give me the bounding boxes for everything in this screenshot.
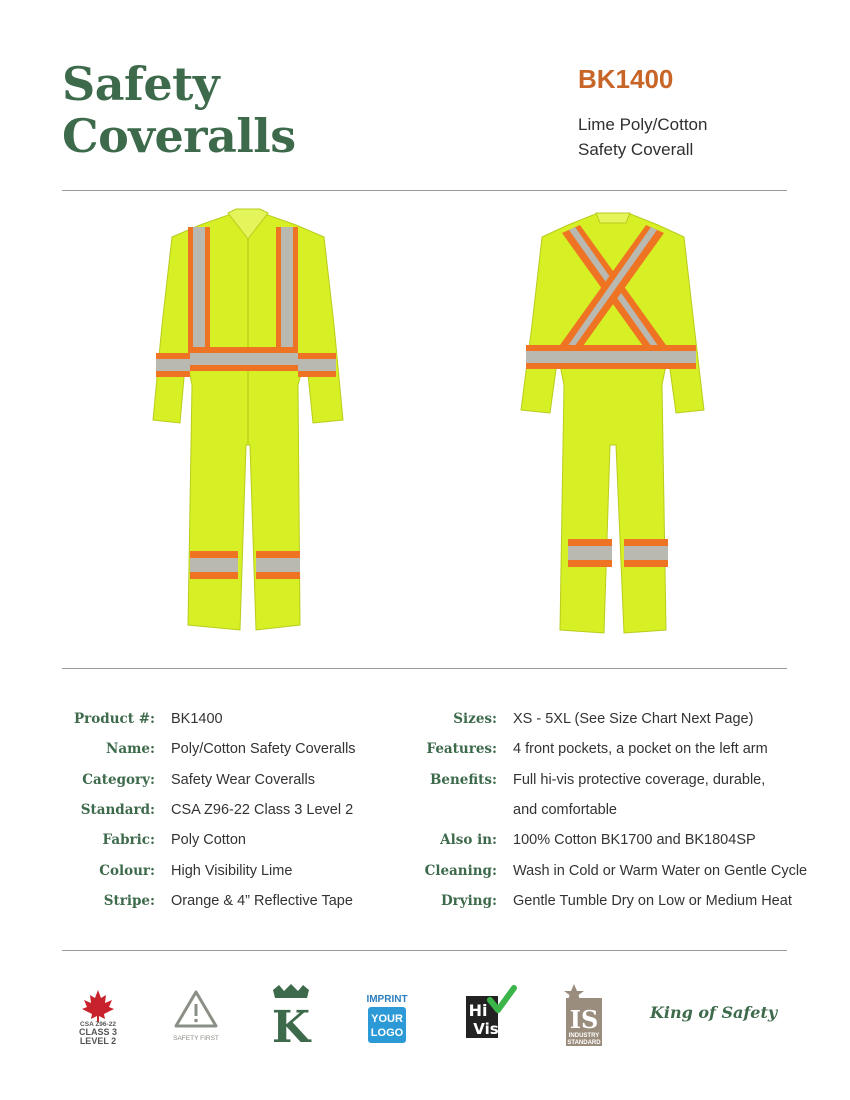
industry-standard-badge-icon <box>560 982 608 1048</box>
spec-value: Poly Cotton <box>171 832 246 849</box>
imprint-your-logo-icon <box>365 982 409 1048</box>
spec-value: Wash in Cold or Warm Water on Gentle Cycle <box>513 862 808 879</box>
is-line-1: INDUSTRY <box>568 1033 600 1039</box>
spec-label: Cleaning: <box>424 862 497 879</box>
subtitle-line-1: Lime Poly/Cotton <box>578 115 708 134</box>
specs-right <box>393 704 807 916</box>
spec-label: Benefits: <box>429 771 497 788</box>
spec-value: High Visibility Lime <box>171 862 293 879</box>
spec-value: 4 front pockets, a pocket on the left arm <box>513 741 768 758</box>
k-crown-logo-icon <box>270 982 312 1048</box>
spec-row-cleaning <box>393 855 807 885</box>
spec-value: 100% Cotton BK1700 and BK1804SP <box>513 832 756 849</box>
spec-row-fabric <box>62 825 356 855</box>
csa-line-2: CLASS 3 <box>78 1027 118 1037</box>
spec-value: Gentle Tumble Dry on Low or Medium Heat <box>513 892 792 909</box>
spec-row-standard <box>62 795 356 825</box>
spec-row-drying <box>393 886 807 916</box>
spec-row-benefits <box>393 765 807 795</box>
spec-value: Safety Wear Coveralls <box>171 771 315 788</box>
divider-top <box>62 190 787 191</box>
spec-row-category <box>62 765 356 795</box>
spec-value: XS - 5XL (See Size Chart Next Page) <box>513 711 754 728</box>
spec-value: Poly/Cotton Safety Coveralls <box>171 741 356 758</box>
hivis-line-1: Hi <box>468 1001 488 1020</box>
product-subtitle <box>578 112 798 162</box>
spec-label: Features: <box>426 741 497 758</box>
spec-row-product <box>62 704 356 734</box>
spec-row-stripe <box>62 886 356 916</box>
k-letter: K <box>271 1002 311 1048</box>
spec-label: Colour: <box>99 862 155 879</box>
spec-label: Category: <box>82 771 155 788</box>
csa-line-3: LEVEL 2 <box>79 1036 117 1046</box>
imprint-line-1: IMPRINT <box>366 994 408 1005</box>
spec-label: Also in: <box>440 832 497 849</box>
spec-row-colour <box>62 855 356 885</box>
spec-value: and comfortable <box>513 802 617 819</box>
page-title <box>62 58 296 162</box>
safety-first-warning-icon <box>170 982 222 1048</box>
king-of-safety-logo: King of Safety <box>650 1003 778 1022</box>
csa-line-1: CSA Z96-22 <box>80 1021 116 1028</box>
subtitle-line-2: Safety Coverall <box>578 140 694 159</box>
spec-label: Product #: <box>74 711 155 728</box>
spec-value: Orange & 4” Reflective Tape <box>171 892 353 909</box>
imprint-line-2: YOUR <box>371 1013 403 1025</box>
csa-maple-leaf-icon <box>70 982 126 1048</box>
spec-row-benefits-cont <box>393 795 807 825</box>
imprint-line-3: LOGO <box>370 1027 404 1039</box>
safety-first-caption: SAFETY FIRST <box>173 1035 219 1042</box>
is-line-2: STANDARD <box>567 1040 601 1046</box>
divider-middle <box>62 668 787 669</box>
spec-value: Full hi-vis protective coverage, durable, <box>513 771 766 788</box>
spec-row-also-in <box>393 825 807 855</box>
is-mark: IS <box>569 1005 599 1034</box>
spec-label: Drying: <box>440 892 497 909</box>
spec-row-features <box>393 734 807 764</box>
coverall-back-image <box>518 205 708 640</box>
spec-row-name <box>62 734 356 764</box>
spec-label: Standard: <box>80 802 155 819</box>
spec-row-sizes <box>393 704 807 734</box>
spec-label: Fabric: <box>102 832 155 849</box>
product-code: BK1400 <box>578 64 674 94</box>
hivis-line-2: Vis <box>473 1020 499 1038</box>
spec-label: Stripe: <box>103 892 155 909</box>
hi-vis-check-icon <box>462 982 518 1048</box>
spec-value: CSA Z96-22 Class 3 Level 2 <box>171 802 354 819</box>
specs-left <box>62 704 356 916</box>
title-line-1: Safety <box>62 57 220 111</box>
title-line-2: Coveralls <box>62 109 296 163</box>
divider-bottom <box>62 950 787 951</box>
coverall-front-image <box>148 205 348 640</box>
spec-label: Sizes: <box>453 711 497 728</box>
spec-value: BK1400 <box>171 711 223 728</box>
spec-label: Name: <box>106 741 155 758</box>
